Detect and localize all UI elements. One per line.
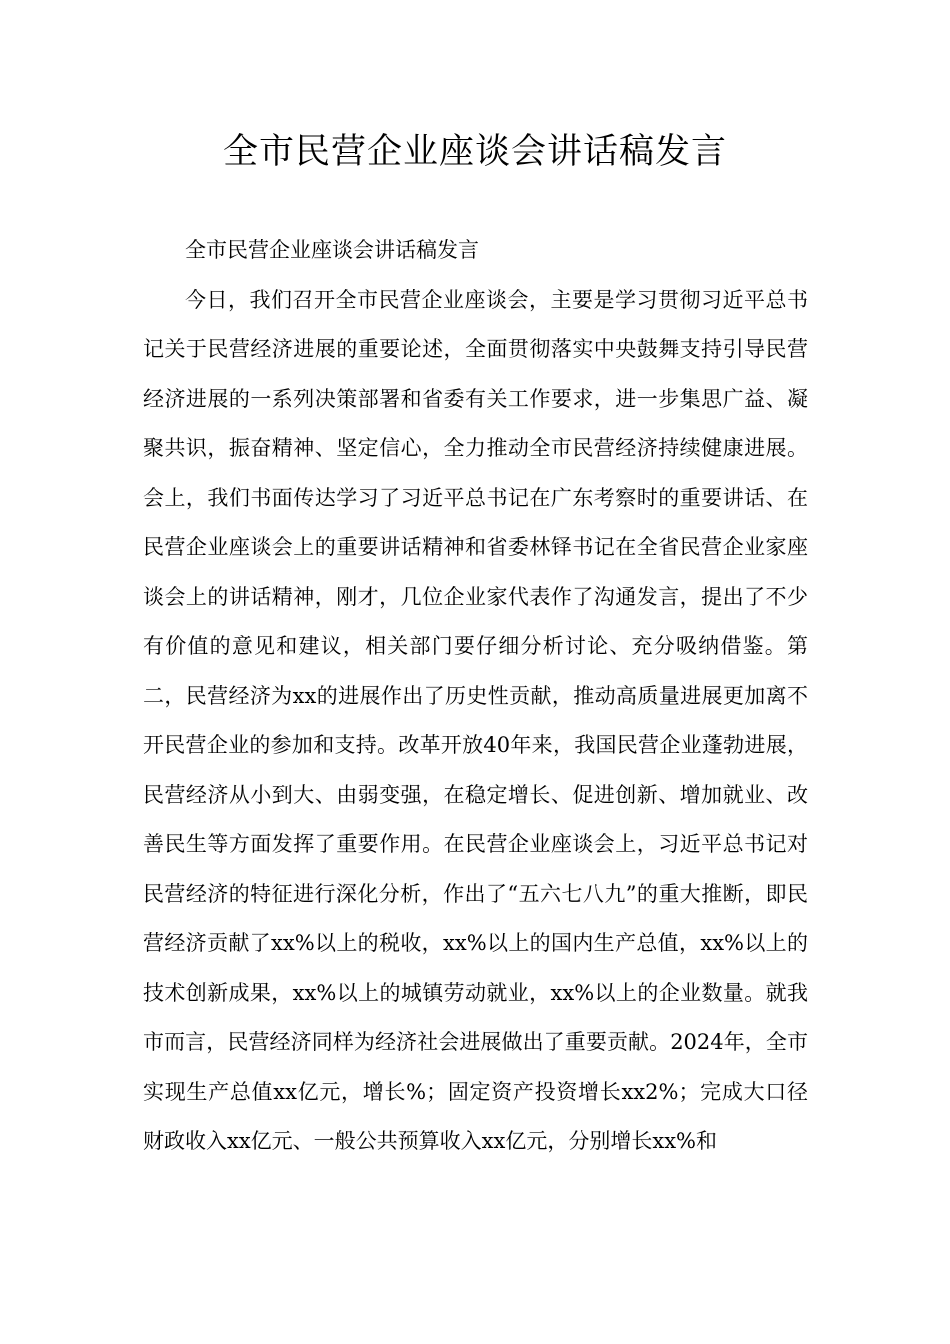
document-title: 全市民营企业座谈会讲话稿发言 xyxy=(222,132,727,172)
paragraph-main: 今日，我们召开全市民营企业座谈会，主要是学习贯彻习近平总书记关于民营经济进展的重要论述，全面贯彻落实中央鼓舞支持引导民营经济进展的一系列决策部署和省委有关工作要求，进一步集思广益、凝聚共识，振奋精神、坚定信心，全力推动全市民营经济持续健康进展。会上，我们书面传达学习了习近平总书记在广东考察时的重要讲话、在民营企业座谈会上的重要讲话精神和省委林铎书记在全省民营企业家座谈会上的讲话精神，刚才，几位企业家代表作了沟通发言，提出了不少有价值的意见和建议，相关部门要仔细分析讨论、充分吸纳借鉴。第二，民营经济为xx的进展作出了历史性贡献，推动高质量进展更加离不开民营企业的参加和支持。改革开放40年来，我国民营企业蓬勃进展，民营经济从小到大、由弱变强，在稳定增长、促进创新、增加就业、改善民生等方面发挥了重要作用。在民营企业座谈会上，习近平总书记对民营经济的特征进行深化分析，作出了“五六七八九”的重大推断，即民营经济贡献了xx%以上的税收，xx%以上的国内生产总值，xx%以上的技术创新成果，xx%以上的城镇劳动就业，xx%以上的企业数量。就我市而言，民营经济同样为经济社会进展做出了重要贡献。2024年，全市实现生产总值xx亿元，增长%；固定资产投资增长xx2%；完成大口径财政收入xx亿元、一般公共预算收入xx亿元，分别增长xx%和 xyxy=(143,287,808,1153)
document-body xyxy=(143,226,808,1167)
paragraph-subtitle: 全市民营企业座谈会讲话稿发言 xyxy=(185,238,479,262)
